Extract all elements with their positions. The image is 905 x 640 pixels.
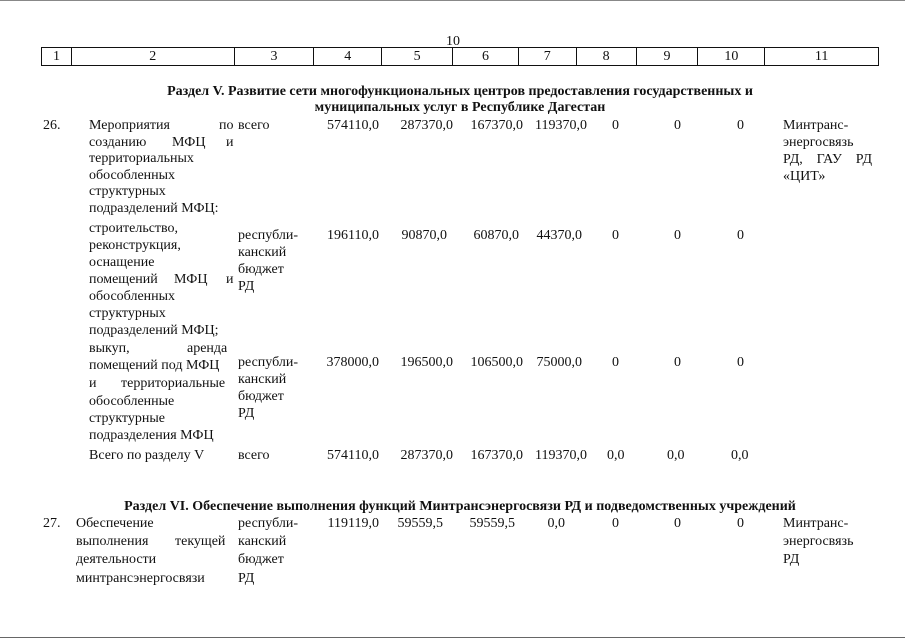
cell-col-6: 167370,0 [470, 448, 523, 463]
section-5-title-line-2: муниципальных услуг в Республике Дагестан [314, 100, 606, 115]
activity-word: аренда [187, 341, 228, 356]
cell-col-4: 574110,0 [327, 448, 379, 463]
executor-line: Минтранс- [783, 516, 849, 531]
activity-line: реконструкция, [89, 238, 181, 253]
cell-col-4: 378000,0 [326, 355, 379, 370]
table-header-row [41, 47, 879, 66]
cell-col-4: 574110,0 [327, 118, 379, 133]
activity-word: текущей [175, 534, 226, 549]
activity-line: Обеспечение [76, 516, 154, 531]
cell-col-4: 196110,0 [327, 228, 379, 243]
header-col-10: 10 [698, 48, 765, 65]
cell-col-9: 0,0 [667, 448, 685, 463]
total-label: Всего по разделу V [89, 448, 205, 463]
funding-source: бюджет [238, 262, 284, 277]
funding-source: республи- [238, 228, 298, 243]
activity-line: подразделений МФЦ; [89, 323, 219, 338]
header-col-8: 8 [577, 48, 637, 65]
header-col-5: 5 [382, 48, 453, 65]
cell-col-6: 167370,0 [470, 118, 523, 133]
activity-word: и [226, 272, 234, 287]
cell-col-10: 0 [737, 228, 744, 243]
page-number: 10 [446, 34, 460, 49]
cell-col-10: 0,0 [731, 448, 749, 463]
executor-line: «ЦИТ» [783, 169, 826, 184]
funding-source: РД [238, 571, 255, 586]
activity-line: строительство, [89, 221, 179, 236]
activity-word: выполнения [76, 534, 149, 549]
activity-word: созданию [89, 135, 147, 150]
cell-col-5: 287370,0 [400, 118, 453, 133]
cell-col-10: 0 [737, 118, 744, 133]
header-col-11: 11 [814, 49, 829, 64]
funding-source: республи- [238, 355, 298, 370]
executor-line: РД, ГАУ РД [783, 152, 872, 167]
activity-word: Мероприятия [89, 118, 170, 133]
funding-source: всего [238, 118, 270, 133]
executor-line: РД [783, 552, 800, 567]
header-col-6: 6 [453, 48, 519, 65]
funding-source: канский [238, 534, 287, 549]
executor-line: энергосвязь [783, 534, 854, 549]
bottom-scan-edge [0, 637, 905, 638]
executor-line: энергосвязь [783, 135, 854, 150]
cell-col-6: 60870,0 [473, 228, 519, 243]
activity-word: и [226, 135, 234, 150]
top-scan-edge [0, 0, 905, 1]
header-col-1: 1 [42, 48, 72, 65]
funding-source: РД [238, 279, 255, 294]
cell-col-5: 196500,0 [400, 355, 453, 370]
cell-col-5: 90870,0 [401, 228, 447, 243]
funding-source: республи- [238, 516, 298, 531]
item-27-number: 27. [43, 516, 61, 531]
cell-col-8: 0 [612, 228, 619, 243]
activity-line: структурные [89, 411, 165, 426]
funding-source: бюджет [238, 552, 284, 567]
cell-col-7: 119370,0 [535, 118, 587, 133]
cell-col-8: 0 [612, 355, 619, 370]
activity-line: обособленных [89, 289, 176, 304]
executor-line: Минтранс- [783, 118, 849, 133]
activity-word: МФЦ [174, 272, 208, 287]
cell-col-9: 0 [674, 516, 681, 531]
cell-col-10: 0 [737, 355, 744, 370]
activity-line: минтрансэнергосвязи [76, 571, 205, 586]
cell-col-5: 287370,0 [400, 448, 453, 463]
section-6-title: Раздел VI. Обеспечение выполнения функций Минтрансэнергосвязи РД и подведомственных учреждений [124, 499, 796, 514]
activity-word: МФЦ [172, 135, 206, 150]
funding-source: канский [238, 245, 287, 260]
funding-source: всего [238, 448, 270, 463]
activity-word: выкуп, [89, 341, 130, 356]
funding-source: бюджет [238, 389, 284, 404]
header-col-2: 2 [72, 48, 235, 65]
header-col-7: 7 [519, 48, 577, 65]
cell-col-5: 59559,5 [397, 516, 443, 531]
header-col-4: 4 [314, 48, 382, 65]
cell-col-9: 0 [674, 118, 681, 133]
funding-source: РД [238, 406, 255, 421]
cell-col-6: 106500,0 [470, 355, 523, 370]
cell-col-10: 0 [737, 516, 744, 531]
cell-col-7: 75000,0 [536, 355, 582, 370]
cell-col-8: 0,0 [607, 448, 625, 463]
activity-line: помещений под МФЦ [89, 358, 220, 373]
cell-col-7: 119370,0 [535, 448, 587, 463]
funding-source: канский [238, 372, 287, 387]
activity-line: деятельности [76, 552, 157, 567]
cell-col-4: 119119,0 [327, 516, 379, 531]
activity-word: и [89, 376, 97, 391]
cell-col-7: 0,0 [547, 516, 565, 531]
activity-line: оснащение [89, 255, 155, 270]
section-5-title-line-1: Раздел V. Развитие сети многофункциональных центров предоставления государственных и [167, 84, 753, 99]
item-26-number: 26. [43, 118, 61, 133]
activity-line: подразделений МФЦ: [89, 201, 219, 216]
activity-word: территориальные [121, 376, 226, 391]
activity-word: по [219, 118, 234, 133]
cell-col-9: 0 [674, 228, 681, 243]
activity-line: обособленных [89, 168, 176, 183]
cell-col-9: 0 [674, 355, 681, 370]
cell-col-6: 59559,5 [469, 516, 515, 531]
activity-line: подразделения МФЦ [89, 428, 214, 443]
activity-line: структурных [89, 184, 166, 199]
activity-line: обособленные [89, 394, 175, 409]
activity-line: территориальных [89, 151, 194, 166]
cell-col-8: 0 [612, 118, 619, 133]
header-col-9: 9 [637, 48, 699, 65]
cell-col-8: 0 [612, 516, 619, 531]
activity-line: структурных [89, 306, 166, 321]
activity-word: помещений [89, 272, 158, 287]
header-col-3: 3 [235, 48, 315, 65]
cell-col-7: 44370,0 [536, 228, 582, 243]
